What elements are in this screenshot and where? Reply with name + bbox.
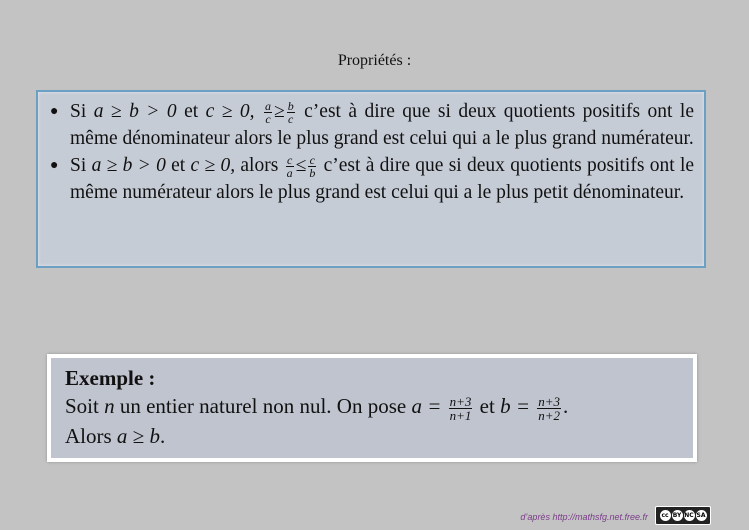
cc-icon: cc bbox=[661, 512, 669, 519]
property-lead: Si bbox=[70, 155, 92, 177]
fraction-numerator: a bbox=[265, 99, 271, 114]
source-credit: d’après http://mathsfg.net.free.fr bbox=[520, 512, 648, 522]
math-condition: c ≥ 0, bbox=[205, 101, 255, 122]
punctuation: . bbox=[563, 394, 569, 418]
property-item-1 bbox=[46, 98, 694, 152]
math-condition: a ≥ b > 0 bbox=[93, 101, 177, 122]
fraction-denominator: c bbox=[265, 112, 271, 127]
fraction bbox=[308, 154, 316, 179]
relation: ≥ bbox=[274, 101, 285, 122]
property-text: c’est à dire que si deux quotients positifs ont le même numérateur alors le plus grand est celui qui a le plus petit dénominateur. bbox=[70, 155, 695, 204]
property-text: c’est à dire que si deux quotients positifs ont le même dénominateur alors le plus grand est celui qui a le plus grand numérateur. bbox=[70, 101, 695, 150]
sa-icon: SA bbox=[696, 512, 706, 519]
fraction bbox=[264, 100, 272, 125]
math-condition: a ≥ b > 0 bbox=[91, 155, 166, 177]
conjunction: et bbox=[165, 155, 191, 177]
fraction-numerator: b bbox=[287, 99, 294, 114]
math-equation: b = bbox=[500, 394, 530, 418]
page-title: Propriétés : bbox=[337, 52, 412, 69]
fraction bbox=[537, 395, 561, 422]
fraction-numerator: n+3 bbox=[538, 393, 561, 409]
fraction bbox=[286, 154, 294, 179]
fraction-numerator: c bbox=[286, 153, 293, 168]
example-line-2 bbox=[65, 422, 679, 450]
math-expression: a ≥ b bbox=[116, 423, 160, 448]
example-text: Alors bbox=[65, 423, 117, 448]
example-line-1 bbox=[65, 392, 679, 422]
property-lead: Si bbox=[70, 101, 94, 122]
relation: ≤ bbox=[295, 155, 307, 177]
conjunction: et bbox=[474, 394, 501, 418]
example-text: un entier naturel non nul. On pose bbox=[114, 394, 412, 418]
fraction bbox=[449, 395, 473, 422]
fraction-denominator: b bbox=[309, 166, 316, 181]
math-condition: c ≥ 0, bbox=[190, 155, 236, 177]
fraction bbox=[287, 100, 295, 125]
fraction-denominator: a bbox=[286, 166, 293, 181]
conjunction: et bbox=[176, 101, 206, 122]
bullet-icon: ● bbox=[50, 158, 59, 174]
fraction-numerator: c bbox=[309, 153, 315, 168]
fraction-numerator: n+3 bbox=[449, 393, 472, 409]
fraction-denominator: n+2 bbox=[538, 407, 561, 423]
property-item-2 bbox=[46, 152, 694, 206]
example-box bbox=[47, 354, 697, 462]
fraction-denominator: c bbox=[288, 112, 294, 127]
fraction-denominator: n+1 bbox=[449, 407, 472, 423]
math-variable: n bbox=[104, 394, 115, 418]
example-text: Soit bbox=[65, 394, 105, 418]
punctuation: . bbox=[159, 423, 166, 448]
example-title: Exemple : bbox=[65, 366, 156, 390]
conjunction: alors bbox=[235, 155, 284, 177]
math-equation: a = bbox=[411, 394, 442, 418]
license-badge bbox=[655, 506, 711, 525]
nc-icon: NC bbox=[684, 512, 694, 519]
properties-box bbox=[36, 90, 706, 268]
by-icon: BY bbox=[672, 512, 682, 519]
bullet-icon: ● bbox=[50, 104, 59, 119]
